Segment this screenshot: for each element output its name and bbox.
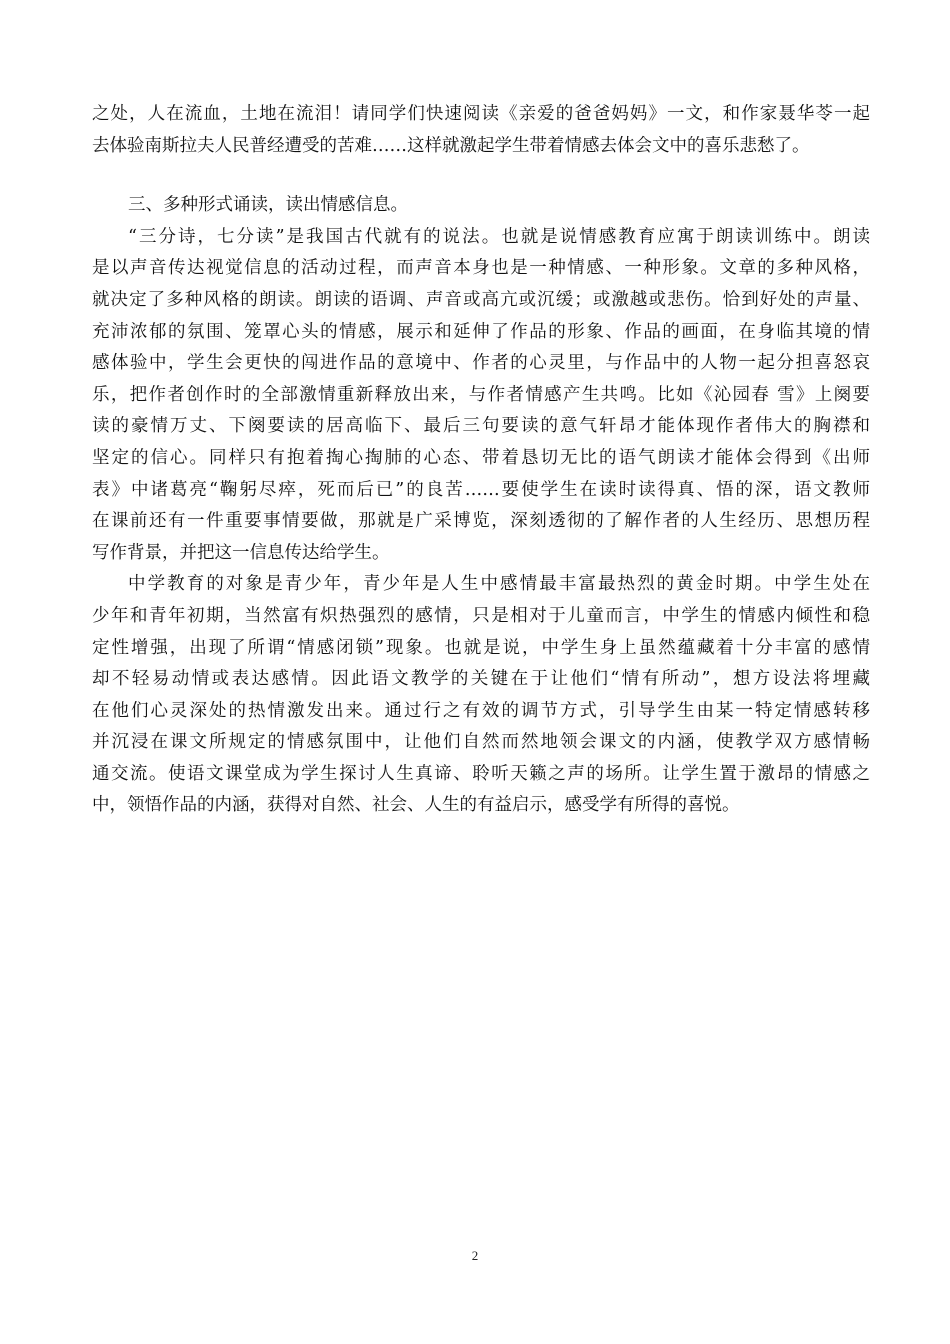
heading-line: 三、多种形式诵读，读出情感信息。	[128, 195, 408, 216]
text-line: 写作背景，并把这一信息传达给学生。	[92, 542, 390, 563]
text-line: 却不轻易动情或表达感情。因此语文教学的关键在于让他们“情有所动”，想方设法将埋藏	[92, 669, 870, 690]
text-line: 去体验南斯拉夫人民普经遭受的苦难……这样就激起学生带着情感去体会文中的喜乐悲愁了。	[92, 135, 810, 156]
text-line: 读的豪情万丈、下阕要读的居高临下、最后三句要读的意气轩昂才能体现作者伟大的胸襟和	[92, 416, 870, 437]
paragraph-reading	[92, 222, 870, 570]
section-heading	[92, 190, 870, 222]
text-line: 之处，人在流血，土地在流泪！请同学们快速阅读《亲爱的爸爸妈妈》一文，和作家聂华苓一起	[92, 104, 870, 124]
text-line: 少年和青年初期，当然富有炽热强烈的感情，只是相对于儿童而言，中学生的情感内倾性和稳	[92, 605, 870, 626]
text-line: 中学教育的对象是青少年，青少年是人生中感情最丰富最热烈的黄金时期。中学生处在	[128, 574, 870, 595]
text-line: “三分诗，七分读”是我国古代就有的说法。也就是说情感教育应寓于朗读训练中。朗读	[128, 226, 870, 247]
text-line: 定性增强，出现了所谓“情感闭锁”现象。也就是说，中学生身上虽然蕴藏着十分丰富的感情	[92, 637, 870, 658]
text-line: 是以声音传达视觉信息的活动过程，而声音本身也是一种情感、一种形象。文章的多种风格，	[92, 258, 870, 279]
text-line: 坚定的信心。同样只有抱着掏心掏肺的心态、带着恳切无比的语气朗读才能体会得到《出师	[92, 447, 870, 468]
page-number: 2	[471, 1248, 479, 1263]
text-line: 通交流。使语文课堂成为学生探讨人生真谛、聆听天籁之声的场所。让学生置于激昂的情感之	[92, 763, 870, 784]
paragraph-adolescence	[92, 569, 870, 822]
text-line: 乐，把作者创作时的全部激情重新释放出来，与作者情感产生共鸣。比如《沁园春 雪》上阕要	[92, 384, 870, 405]
text-line: 在他们心灵深处的热情激发出来。通过行之有效的调节方式，引导学生由某一特定情感转移	[92, 700, 870, 721]
text-line: 表》中诸葛亮“鞠躬尽瘁，死而后已”的良苦……要使学生在读时读得真、悟的深，语文教师	[92, 479, 870, 500]
paragraph-spacer	[92, 162, 870, 190]
text-line: 并沉浸在课文所规定的情感氛围中，让他们自然而然地领会课文的内涵，使教学双方感情畅	[92, 732, 870, 753]
text-line: 充沛浓郁的氛围、笼罩心头的情感，展示和延伸了作品的形象、作品的画面，在身临其境的情	[92, 321, 870, 342]
text-line: 感体验中，学生会更快的闯进作品的意境中、作者的心灵里，与作品中的人物一起分担喜怒哀	[92, 353, 870, 374]
paragraph-continued	[92, 99, 870, 162]
text-line: 中，领悟作品的内涵，获得对自然、社会、人生的有益启示，感受学有所得的喜悦。	[92, 795, 740, 816]
text-line: 就决定了多种风格的朗读。朗读的语调、声音或高亢或沉缓；或激越或悲伤。恰到好处的声量、	[92, 289, 870, 310]
document-body	[92, 99, 870, 822]
text-line: 在课前还有一件重要事情要做，那就是广采博览，深刻透彻的了解作者的人生经历、思想历程	[92, 511, 870, 532]
